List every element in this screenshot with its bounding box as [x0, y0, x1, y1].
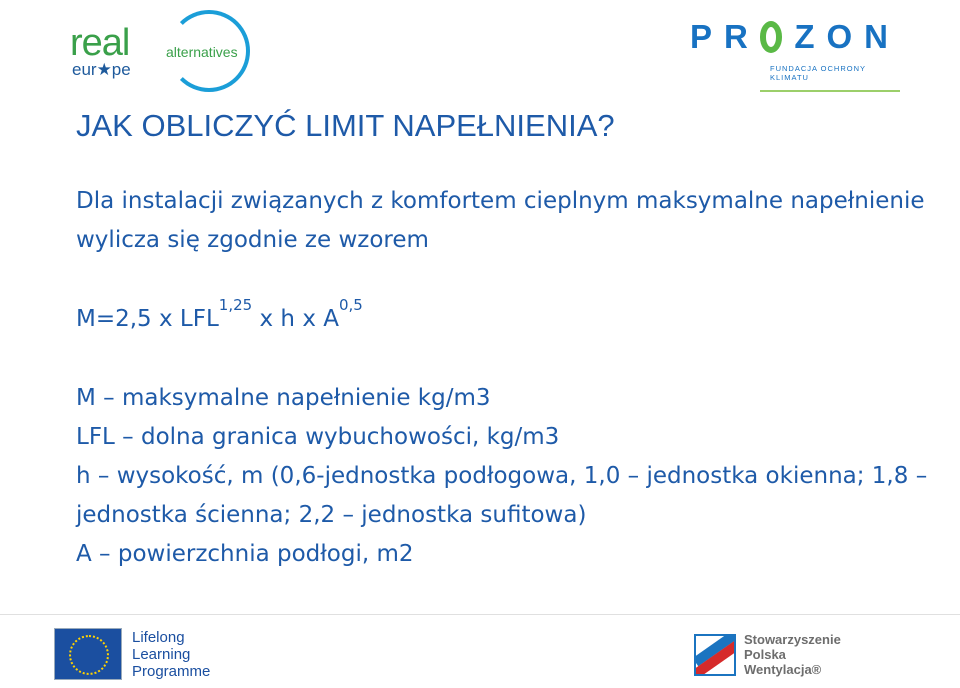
lifelong-learning-logo — [54, 628, 210, 680]
llp-line: Programme — [132, 662, 211, 680]
legend-item: M – maksymalne napełnienie kg/m3 — [76, 385, 491, 411]
spw-line: Stowarzyszenie — [744, 632, 841, 647]
polska-wentylacja-logo — [694, 632, 841, 677]
spw-mark-icon — [694, 634, 736, 676]
logo-europe-text: eur★pe — [72, 60, 131, 79]
logo-real-text: real — [70, 22, 130, 64]
llp-line: Learning — [132, 645, 191, 663]
spw-text — [744, 632, 841, 677]
spw-line: Wentylacja® — [744, 662, 822, 677]
slide-title: JAK OBLICZYĆ LIMIT NAPEŁNIENIA? — [76, 108, 615, 143]
formula-part-1: M=2,5 x LFL — [76, 306, 219, 332]
spw-line: Polska — [744, 647, 786, 662]
slide-body — [76, 182, 936, 574]
legend-item: LFL – dolna granica wybuchowości, kg/m3 — [76, 424, 560, 450]
llp-text — [132, 629, 210, 680]
header-divider — [760, 90, 900, 92]
prozon-wordmark — [690, 18, 900, 56]
formula-exponent-2: 0,5 — [338, 296, 363, 314]
footer-divider — [0, 614, 960, 615]
formula-part-2: x h x A — [252, 306, 339, 332]
formula-exponent-1: 1,25 — [218, 296, 253, 314]
logo-alternatives-text: alternatives — [166, 44, 238, 60]
formula — [76, 296, 936, 339]
real-alternatives-logo — [68, 8, 238, 88]
legend-item: h – wysokość, m (0,6-jednostka podłogowa, 1,0 – jednostka okienna; 1,8 – jednostka ścienna; 2,2 – jednostka sufitowa) — [76, 463, 928, 528]
prozon-letters-before: PR — [690, 18, 760, 55]
recycle-icon — [760, 21, 782, 53]
eu-flag-icon — [54, 628, 122, 680]
intro-paragraph: Dla instalacji związanych z komfortem cieplnym maksymalne napełnienie wylicza się zgodnie ze wzorem — [76, 188, 925, 253]
llp-line: Lifelong — [132, 628, 185, 646]
legend-list — [76, 379, 936, 574]
prozon-logo — [690, 18, 900, 88]
prozon-letters-after: ZON — [794, 18, 900, 55]
legend-item: A – powierzchnia podłogi, m2 — [76, 541, 414, 567]
prozon-tagline: FUNDACJA OCHRONY KLIMATU — [770, 64, 866, 82]
eu-stars-icon — [69, 635, 109, 675]
